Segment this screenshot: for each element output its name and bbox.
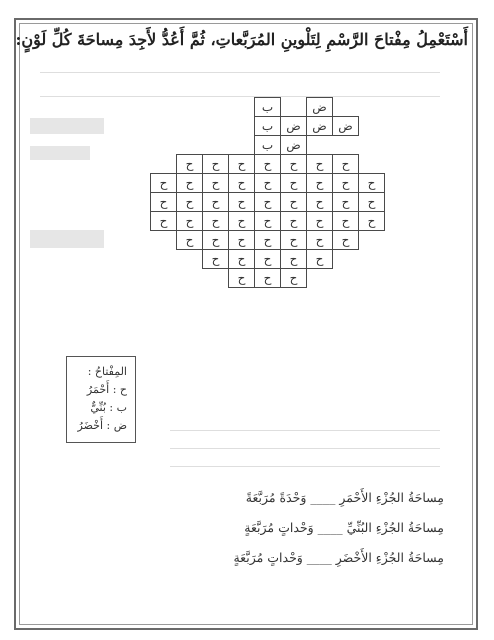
grid-cell: ح [176,154,203,174]
grid-cell: ح [306,173,333,193]
key-title: المِفْتاحُ : [87,365,127,378]
grid-cell: ح [332,230,359,250]
key-red: ح : أَحْمَرُ [86,383,127,396]
grid-cell: ب [254,135,281,155]
grid-cell: ح [228,268,255,288]
grid-cell: ح [358,173,385,193]
bleed-through-block [30,230,104,248]
bleed-through-line [170,466,440,467]
grid-cell: ح [228,173,255,193]
key-green: ض : أَخْضَرُ [77,419,127,432]
grid-cell: ح [176,192,203,212]
grid-cell: ب [254,116,281,136]
grid-cell: ح [176,230,203,250]
grid-cell: ح [254,154,281,174]
grid-cell: ح [306,249,333,269]
grid-cell: ح [202,192,229,212]
grid-cell: ح [150,192,177,212]
grid-cell: ح [306,230,333,250]
grid-cell: ض [280,135,307,155]
grid-cell: ح [150,211,177,231]
grid-cell: ض [332,116,359,136]
grid-cell: ح [358,192,385,212]
grid-cell: ح [254,211,281,231]
grid-cell: ح [254,268,281,288]
grid-cell: ح [254,230,281,250]
grid-cell: ح [202,173,229,193]
answer-red-area: مِساحَةُ الجُزْءِ الأَحْمَرِ ____ وَحْدَةً مُرَبَّعَةً [245,490,444,505]
grid-cell: ح [228,192,255,212]
grid-cell: ح [228,249,255,269]
grid-cell: ح [202,230,229,250]
grid-cell: ح [280,211,307,231]
grid-cell: ح [228,230,255,250]
answer-brown-area: مِساحَةُ الجُزْءِ البُنِّيِّ ____ وَحْداتٍ مُرَبَّعَةٍ [244,520,444,535]
grid-cell: ح [176,173,203,193]
key-legend [66,356,136,443]
bleed-through-block [30,146,90,160]
grid-cell: ح [202,249,229,269]
grid-cell: ح [306,192,333,212]
grid-cell: ح [332,173,359,193]
grid-cell: ح [332,211,359,231]
grid-cell: ح [280,173,307,193]
grid-cell: ح [280,268,307,288]
grid-cell: ح [254,173,281,193]
bleed-through-block [30,118,104,134]
key-brown: ب : بُنِّيٌّ [90,401,127,414]
grid-cell: ح [228,154,255,174]
grid-cell: ح [150,173,177,193]
grid-cell: ح [280,154,307,174]
grid-cell: ح [306,154,333,174]
grid-cell: ض [306,116,333,136]
grid-cell: ح [254,192,281,212]
grid-cell: ح [358,211,385,231]
grid-cell: ب [254,97,281,117]
grid-cell: ح [306,211,333,231]
grid-cell: ح [280,230,307,250]
bleed-through-line [170,448,440,449]
grid-cell: ح [202,211,229,231]
grid-cell: ح [254,249,281,269]
bleed-through-line [40,96,440,97]
answer-green-area: مِساحَةُ الجُزْءِ الأَخْضَرِ ____ وَحْداتٍ مُرَبَّعَةٍ [233,550,444,565]
grid-cell: ح [332,192,359,212]
grid-cell: ح [228,211,255,231]
bleed-through-line [170,430,440,431]
instruction-title: أَسْتَعْمِلُ مِفْتاحَ الرَّسْمِ لِتَلْوينِ المُرَبَّعاتِ، ثُمَّ أَعُدُّ لأَجِدَ مِساحَةَ كُلِّ لَوْنٍ: [15,30,468,49]
grid-cell: ض [280,116,307,136]
grid-cell: ح [280,192,307,212]
grid-cell: ح [332,154,359,174]
grid-cell: ح [280,249,307,269]
grid-cell: ح [202,154,229,174]
grid-cell: ض [306,97,333,117]
grid-cell: ح [176,211,203,231]
bleed-through-line [40,72,440,73]
